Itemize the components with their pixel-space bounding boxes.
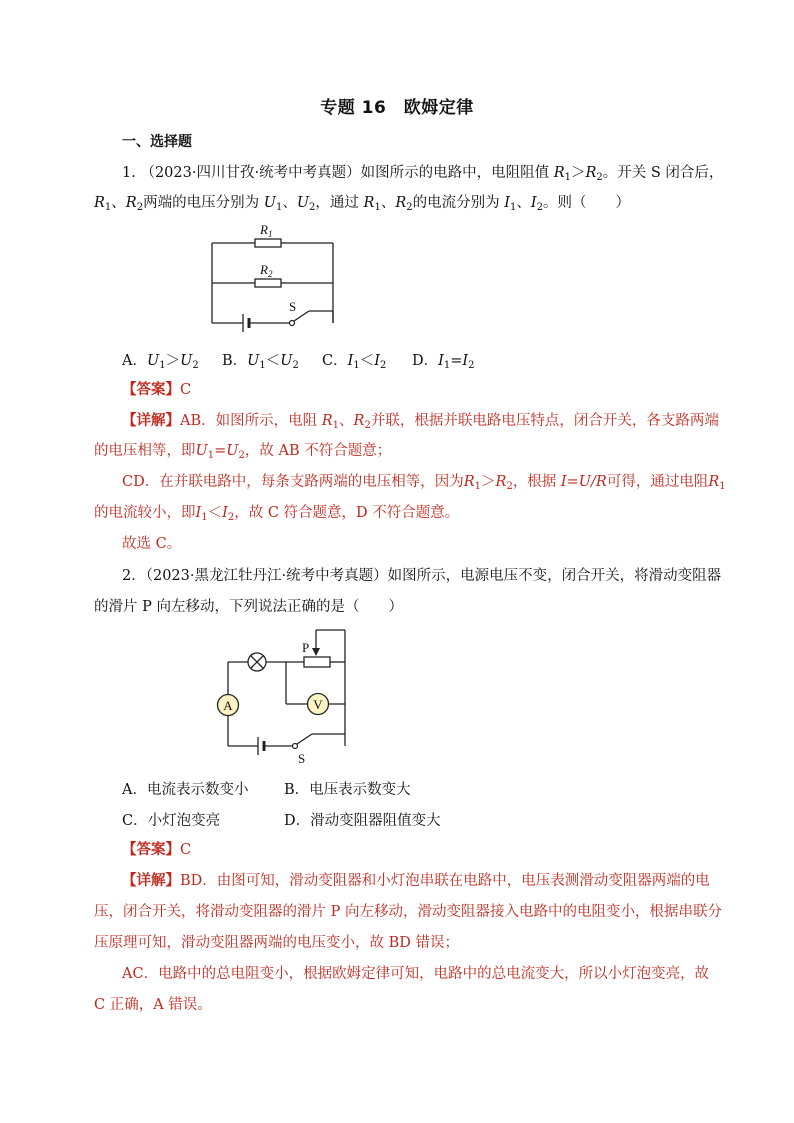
q2-option-b[interactable]: B．电压表示数变大 (284, 782, 411, 798)
q2-option-a[interactable]: A．电流表示数变小 (122, 782, 249, 798)
q1-option-d[interactable]: D．$I_1=I_2$ (412, 353, 475, 371)
q2-circuit-diagram (208, 622, 358, 767)
q1-stem-f: 。则（ ） (542, 195, 630, 211)
q2-switch-pivot (293, 744, 298, 749)
q2-source: （2023·黑龙江牡丹江·统考中考真题） (145, 568, 388, 584)
q2-rheostat (304, 657, 330, 667)
q2-option-d[interactable]: D．滑动变阻器阻值变大 (284, 813, 441, 829)
q2-stem-line-2: 的滑片 P 向左移动，下列说法正确的是（ ） (94, 599, 403, 615)
q1-stem-b: 。开关 S 闭合后， (602, 165, 724, 181)
q2-voltmeter-label: V (313, 697, 323, 712)
q1-label-switch: S (289, 299, 297, 314)
q2-option-c[interactable]: C．小灯泡变亮 (122, 813, 221, 829)
q1-source: （2023·四川甘孜·统考中考真题） (140, 165, 361, 181)
q1-option-b[interactable]: B．$U_1<U_2$ (222, 353, 299, 371)
q2-ammeter-label: A (223, 698, 233, 713)
q1-stem-line-2: $R_1$、$R_2$两端的电压分别为 $U_1$、$U_2$，通过 $R_1$、$R_2$的电流分别为 $I_1$、$I_2$。则（ ） (94, 195, 630, 213)
q2-switch-blade (297, 734, 312, 744)
q2-detail-line-3: 压原理可知，滑动变阻器两端的电压变小，故 BD 错误； (94, 935, 459, 951)
q1-stem-line-1: 1. （2023·四川甘孜·统考中考真题）如图所示的电路中，电阻阻值 $R_1>R_2$。开关 S 闭合后， (122, 165, 724, 183)
q1-label-r1: $R_1$ (260, 222, 273, 239)
q1-answer-value: C (180, 382, 192, 398)
q2-detail-line-4: AC．电路中的总电阻变小，根据欧姆定律可知，电路中的总电流变大，所以小灯泡变亮，故 (122, 966, 710, 982)
q2-number: 2． (122, 568, 146, 584)
q2-lamp-symbol (248, 653, 266, 671)
q2-detail-line-5: C 正确，A 错误。 (94, 997, 212, 1013)
q1-circuit-diagram (205, 218, 340, 333)
q1-detail-line-1: 【详解】AB．如图所示，电阻 $R_1$、$R_2$并联，根据并联电路电压特点，闭合开关，各支路两端 (122, 413, 719, 431)
q1-number: 1. (122, 165, 136, 181)
q1-detail-line-3: CD．在并联电路中，每条支路两端的电压相等，因为$R_1>R_2$，根据 I=U/R可得，通过电阻$R_1$ (122, 474, 726, 492)
q1-stem-c: 两端的电压分别为 (143, 195, 260, 211)
q2-stem-line-1: 2．（2023·黑龙江牡丹江·统考中考真题）如图所示，电源电压不变，闭合开关，将滑动变阻器 (122, 568, 722, 584)
q2-answer-tag: 【答案】 (122, 842, 180, 858)
section-heading: 一、选择题 (122, 134, 192, 150)
q2-detail-line-2: 压，闭合开关，将滑动变阻器的滑片 P 向左移动，滑动变阻器接入电路中的电阻变小，根据串联分 (94, 904, 722, 920)
q1-answer-tag: 【答案】 (122, 382, 180, 398)
q2-answer (122, 840, 191, 860)
q2-label-slider: P (302, 640, 310, 655)
q1-switch-blade (294, 311, 309, 321)
q2-answer-value: C (180, 842, 192, 858)
q1-stem-d: ，通过 (315, 195, 359, 211)
q1-label-r2: $R_2$ (260, 262, 273, 279)
q1-option-c[interactable]: C．$I_1<I_2$ (322, 353, 387, 371)
q2-slider-arrow (312, 648, 320, 656)
q1-stem-a: 如图所示的电路中，电阻阻值 (360, 165, 550, 181)
q1-option-a[interactable]: A．$U_1>U_2$ (122, 353, 199, 371)
page-title: 专题 16 欧姆定律 (320, 98, 474, 118)
q1-answer (122, 380, 191, 400)
q1-detail-line-5: 故选 C。 (122, 536, 182, 552)
q1-stem-e: 的电流分别为 (412, 195, 500, 211)
q1-resistor-r1 (255, 239, 281, 247)
q1-detail-line-4: 的电流较小，即$I_1<I_2$，故 C 符合题意，D 不符合题意。 (94, 505, 460, 523)
q1-switch-pivot (290, 321, 295, 326)
q1-resistor-r2 (255, 279, 281, 287)
q2-label-switch: S (298, 751, 306, 766)
q2-detail-line-1: 【详解】BD．由图可知，滑动变阻器和小灯泡串联在电路中，电压表测滑动变阻器两端的电 (122, 873, 710, 889)
q1-detail-line-2: 的电压相等，即$U_1=U_2$，故 AB 不符合题意； (94, 443, 392, 461)
